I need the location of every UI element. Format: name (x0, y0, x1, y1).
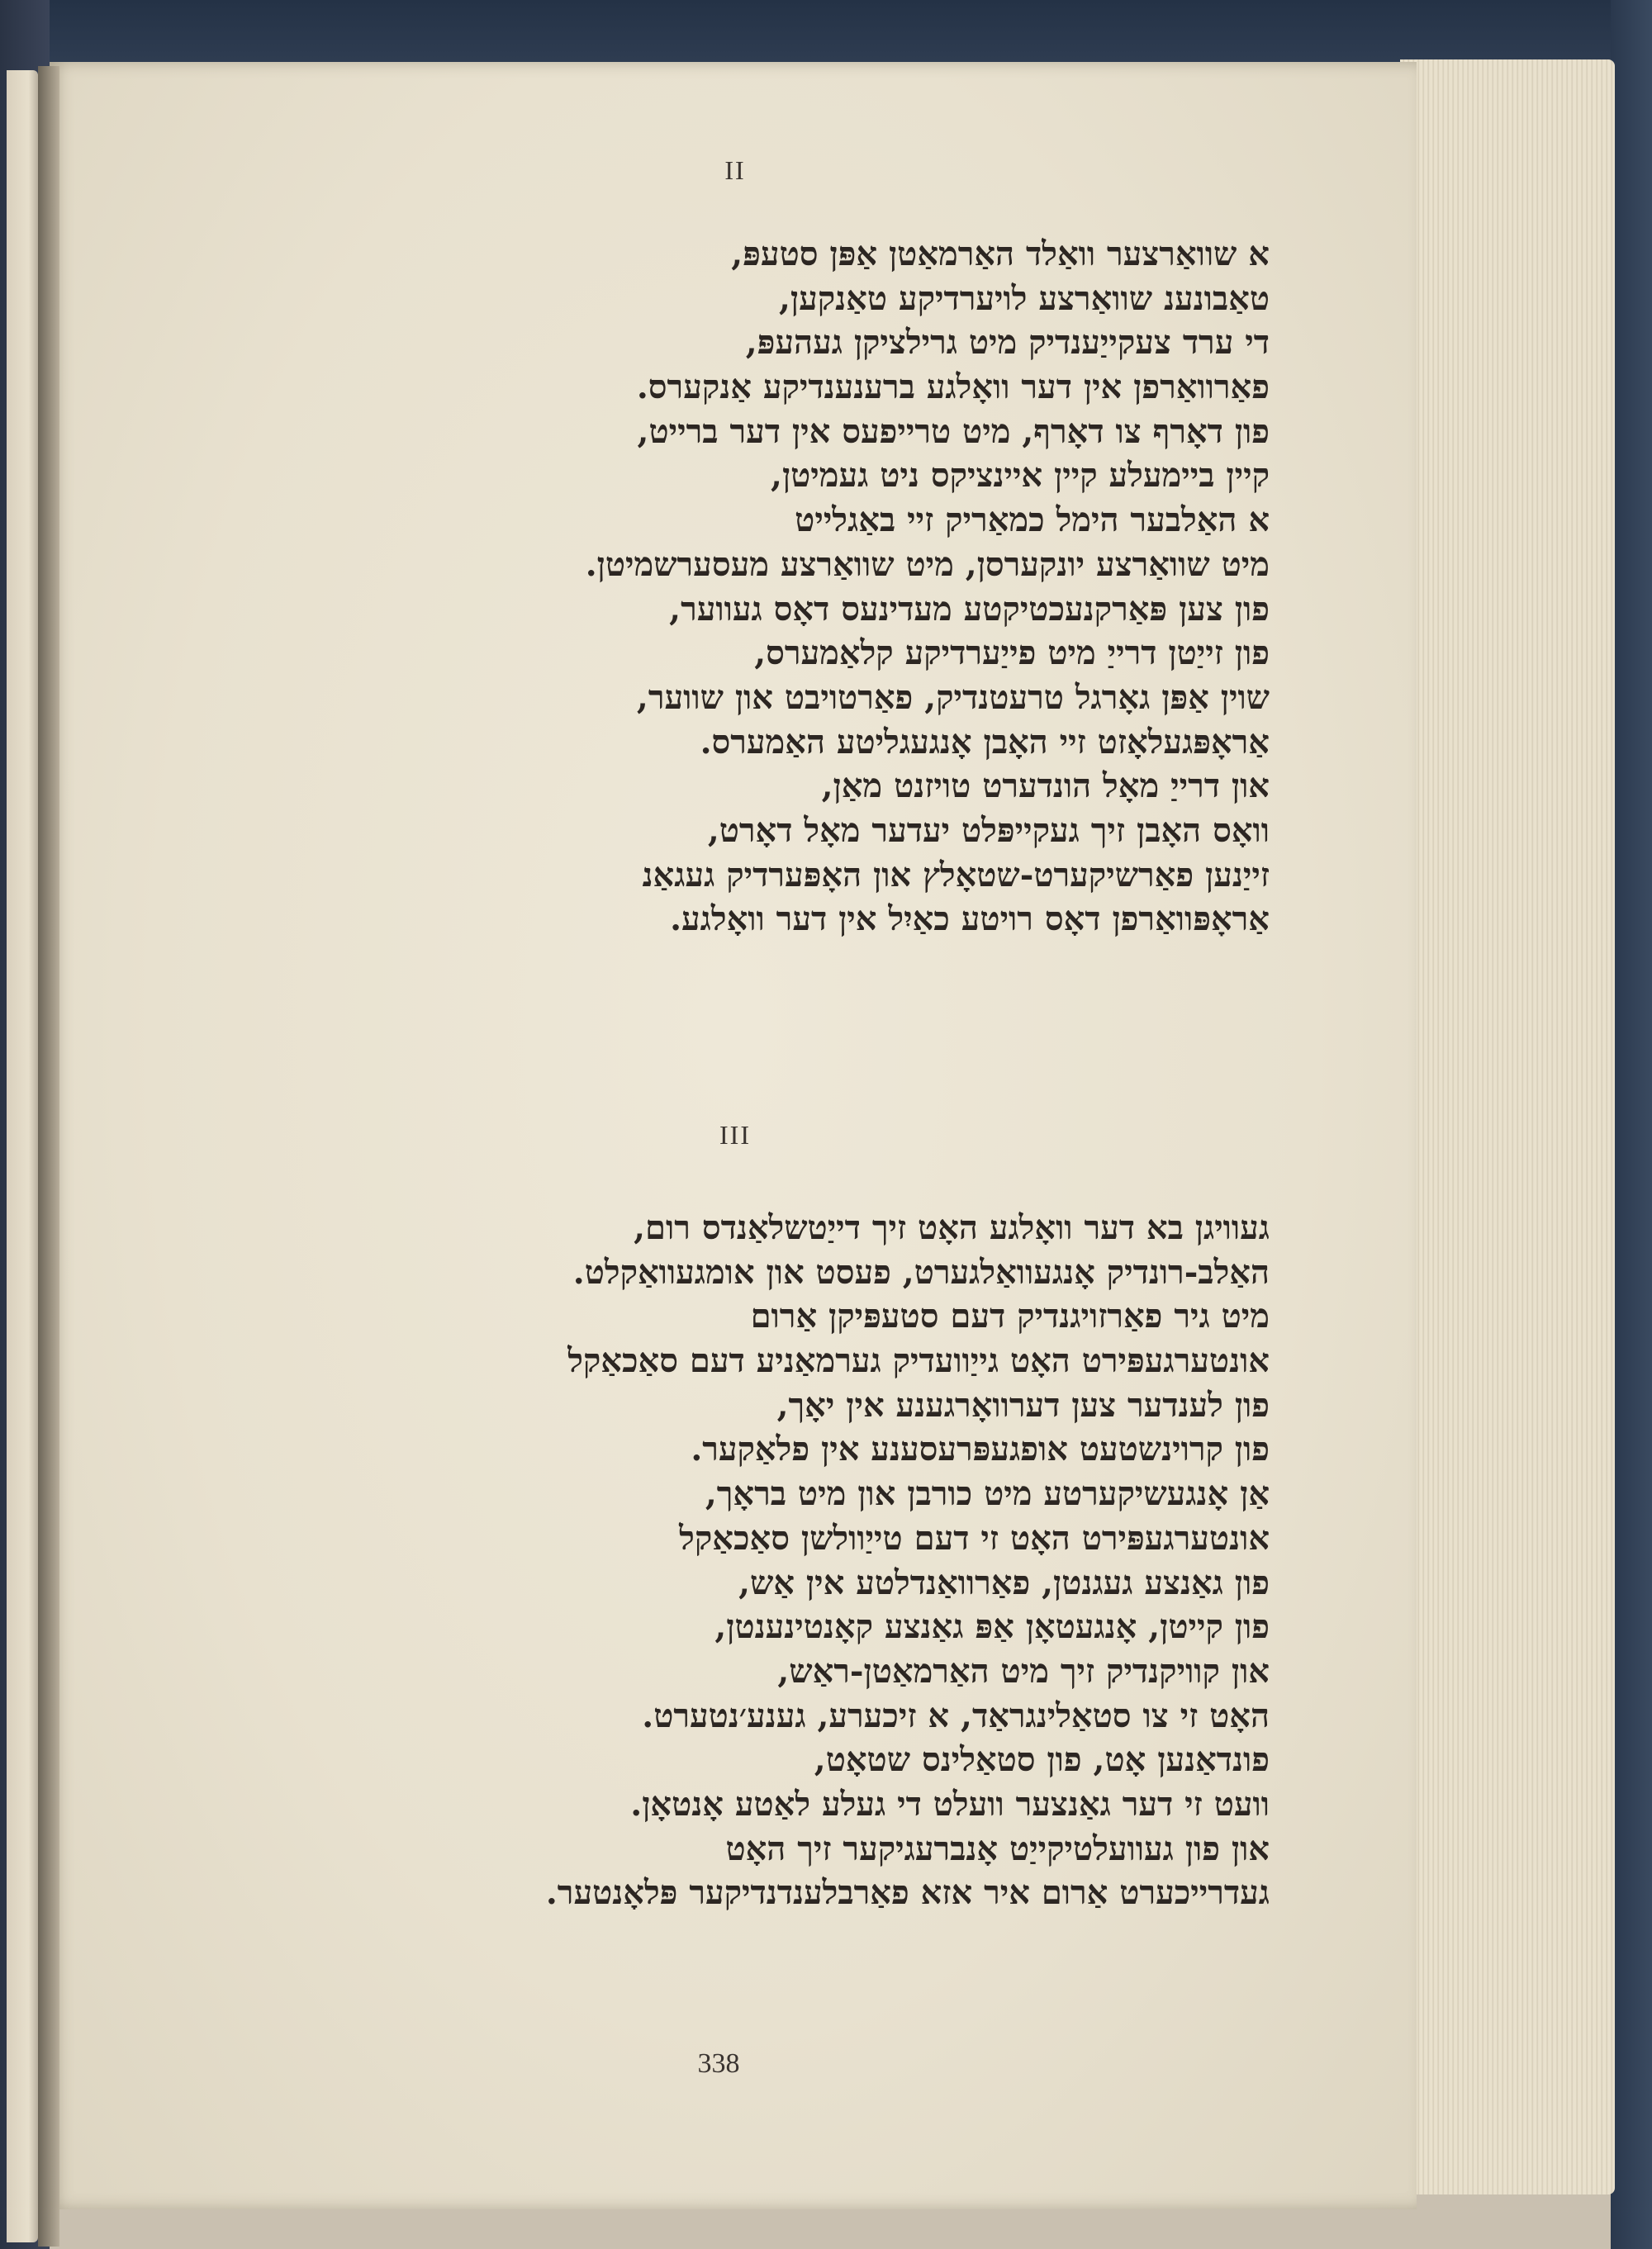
verse-line: מיט שוואַרצע יונקערסן, מיט שוואַרצע מעסערשמיטן. (585, 544, 1270, 584)
verse-line: אַראָפּגעלאָזט זיי האָבן אָנגעגליטע האַמערס. (700, 722, 1270, 762)
verse-line: האָט זי צו סטאַלינגראַד, א זיכערע, גענע׳נטערט. (642, 1696, 1270, 1735)
verse-line: פון צען פּאַרקנעכטיקטע מעדינעס דאָס געווער, (669, 589, 1270, 629)
verse-line: געוויגן בא דער וואָלגע האָט זיך דייַטשלאַנדס רום, (634, 1208, 1270, 1247)
verse-line: די ערד צעקייַענדיק מיט גרילציקן געהעפּ, (745, 323, 1270, 363)
verse-line: זייַנען פאַרשיקערט-שטאָלץ און האָפּערדיק געגאַנ (642, 855, 1270, 894)
verse-line: קיין ביימעלע קיין איינציקס ניט געמיטן, (771, 456, 1270, 496)
verse-line: אַן אָנגעשיקערטע מיט כורבן און מיט בראָך, (705, 1474, 1270, 1514)
stanza-iii (546, 1206, 1270, 1915)
verse-line: און דרייַ מאָל הונדערט טויזנט מאַן, (821, 766, 1270, 806)
verse-line: פון קרוינשטעט אופגעפּרעסענע אין פלאַקער. (691, 1430, 1270, 1469)
verse-line: פון דאָרף צו דאָרף, מיט טרייפעס אין דער ברייט, (637, 411, 1270, 451)
previous-page-edge (7, 70, 38, 2242)
verse-line: טאַבונענ שוואַרצע לויערדיקע טאַנקען, (778, 278, 1270, 318)
page-number: 338 (697, 2048, 740, 2079)
verse-line: פאַרוואַרפן אין דער וואָלגע ברענענדיקע אַנקערס. (636, 368, 1270, 407)
verse-line: פון קייטן, אָנגעטאָן אַפּ גאַנצע קאָנטינענטן, (714, 1607, 1270, 1647)
verse-line: א האַלבער הימל כמאַריק זיי באַגלייט (795, 501, 1270, 540)
verse-line: פון זייַטן דרייַ מיט פייַערדיקע קלאַמערס, (754, 633, 1270, 673)
verse-line: און פון געוועלטיקייַט אָנברעגיקער זיך האָט (725, 1829, 1270, 1868)
book-cover-right-edge (1611, 0, 1652, 2249)
verse-line: שוין אַפּן גאָרגל טרעטנדיק, פאַרטויבט און שווער, (636, 677, 1270, 717)
section-number-iii: III (719, 1120, 751, 1150)
verse-line: אַראָפּוואַרפן דאָס רויטע כאַיִל אין דער וואָלגע. (670, 899, 1270, 939)
verse-line: אונטערגעפּירט האָט זי דעם טייַוולשן סאַכאַקל (679, 1518, 1270, 1558)
gutter-shadow (38, 66, 59, 2247)
verse-line: וואָס האָבן זיך געקייפּלט יעדער מאָל דאָרט, (707, 810, 1270, 850)
stanza-ii (586, 232, 1270, 942)
verse-line: פון גאַנצע געגנטן, פאַרוואַנדלטע אין אַש, (738, 1563, 1270, 1602)
verse-line: פון לענדער צען דערוואָרגענע אין יאָך, (776, 1385, 1270, 1425)
verse-line: און קוויקנדיק זיך מיט האַרמאַטן-ראַש, (777, 1651, 1270, 1691)
verse-line: האַלב-רונדיק אָנגעוואַלגערט, פעסט און אומגעוואַקלט. (572, 1252, 1270, 1292)
verse-line: געדרייכערט אַרום איר אזא פאַרבלענדנדיקער פּלאָנטער. (545, 1873, 1270, 1913)
verse-line: מיט גיר פאַרזויגנדיק דעם סטעפּיקן אַרום (750, 1297, 1270, 1336)
book-cover-top-edge (0, 0, 1652, 66)
verse-line: וועט זי דער גאַנצער וועלט די געלע לאַטע אָנטאָן. (630, 1784, 1270, 1824)
verse-line: א שוואַרצער וואַלד האַרמאַטן אַפּן סטעפּ, (731, 235, 1270, 273)
section-number-ii: II (724, 155, 746, 185)
verse-line: פונדאַנען אָט, פון סטאַלינס שטאָט, (814, 1740, 1270, 1780)
verse-line: אונטערגעפּירט האָט גייַוועדיק גערמאַניע דעם סאַכאַקל (567, 1341, 1270, 1381)
